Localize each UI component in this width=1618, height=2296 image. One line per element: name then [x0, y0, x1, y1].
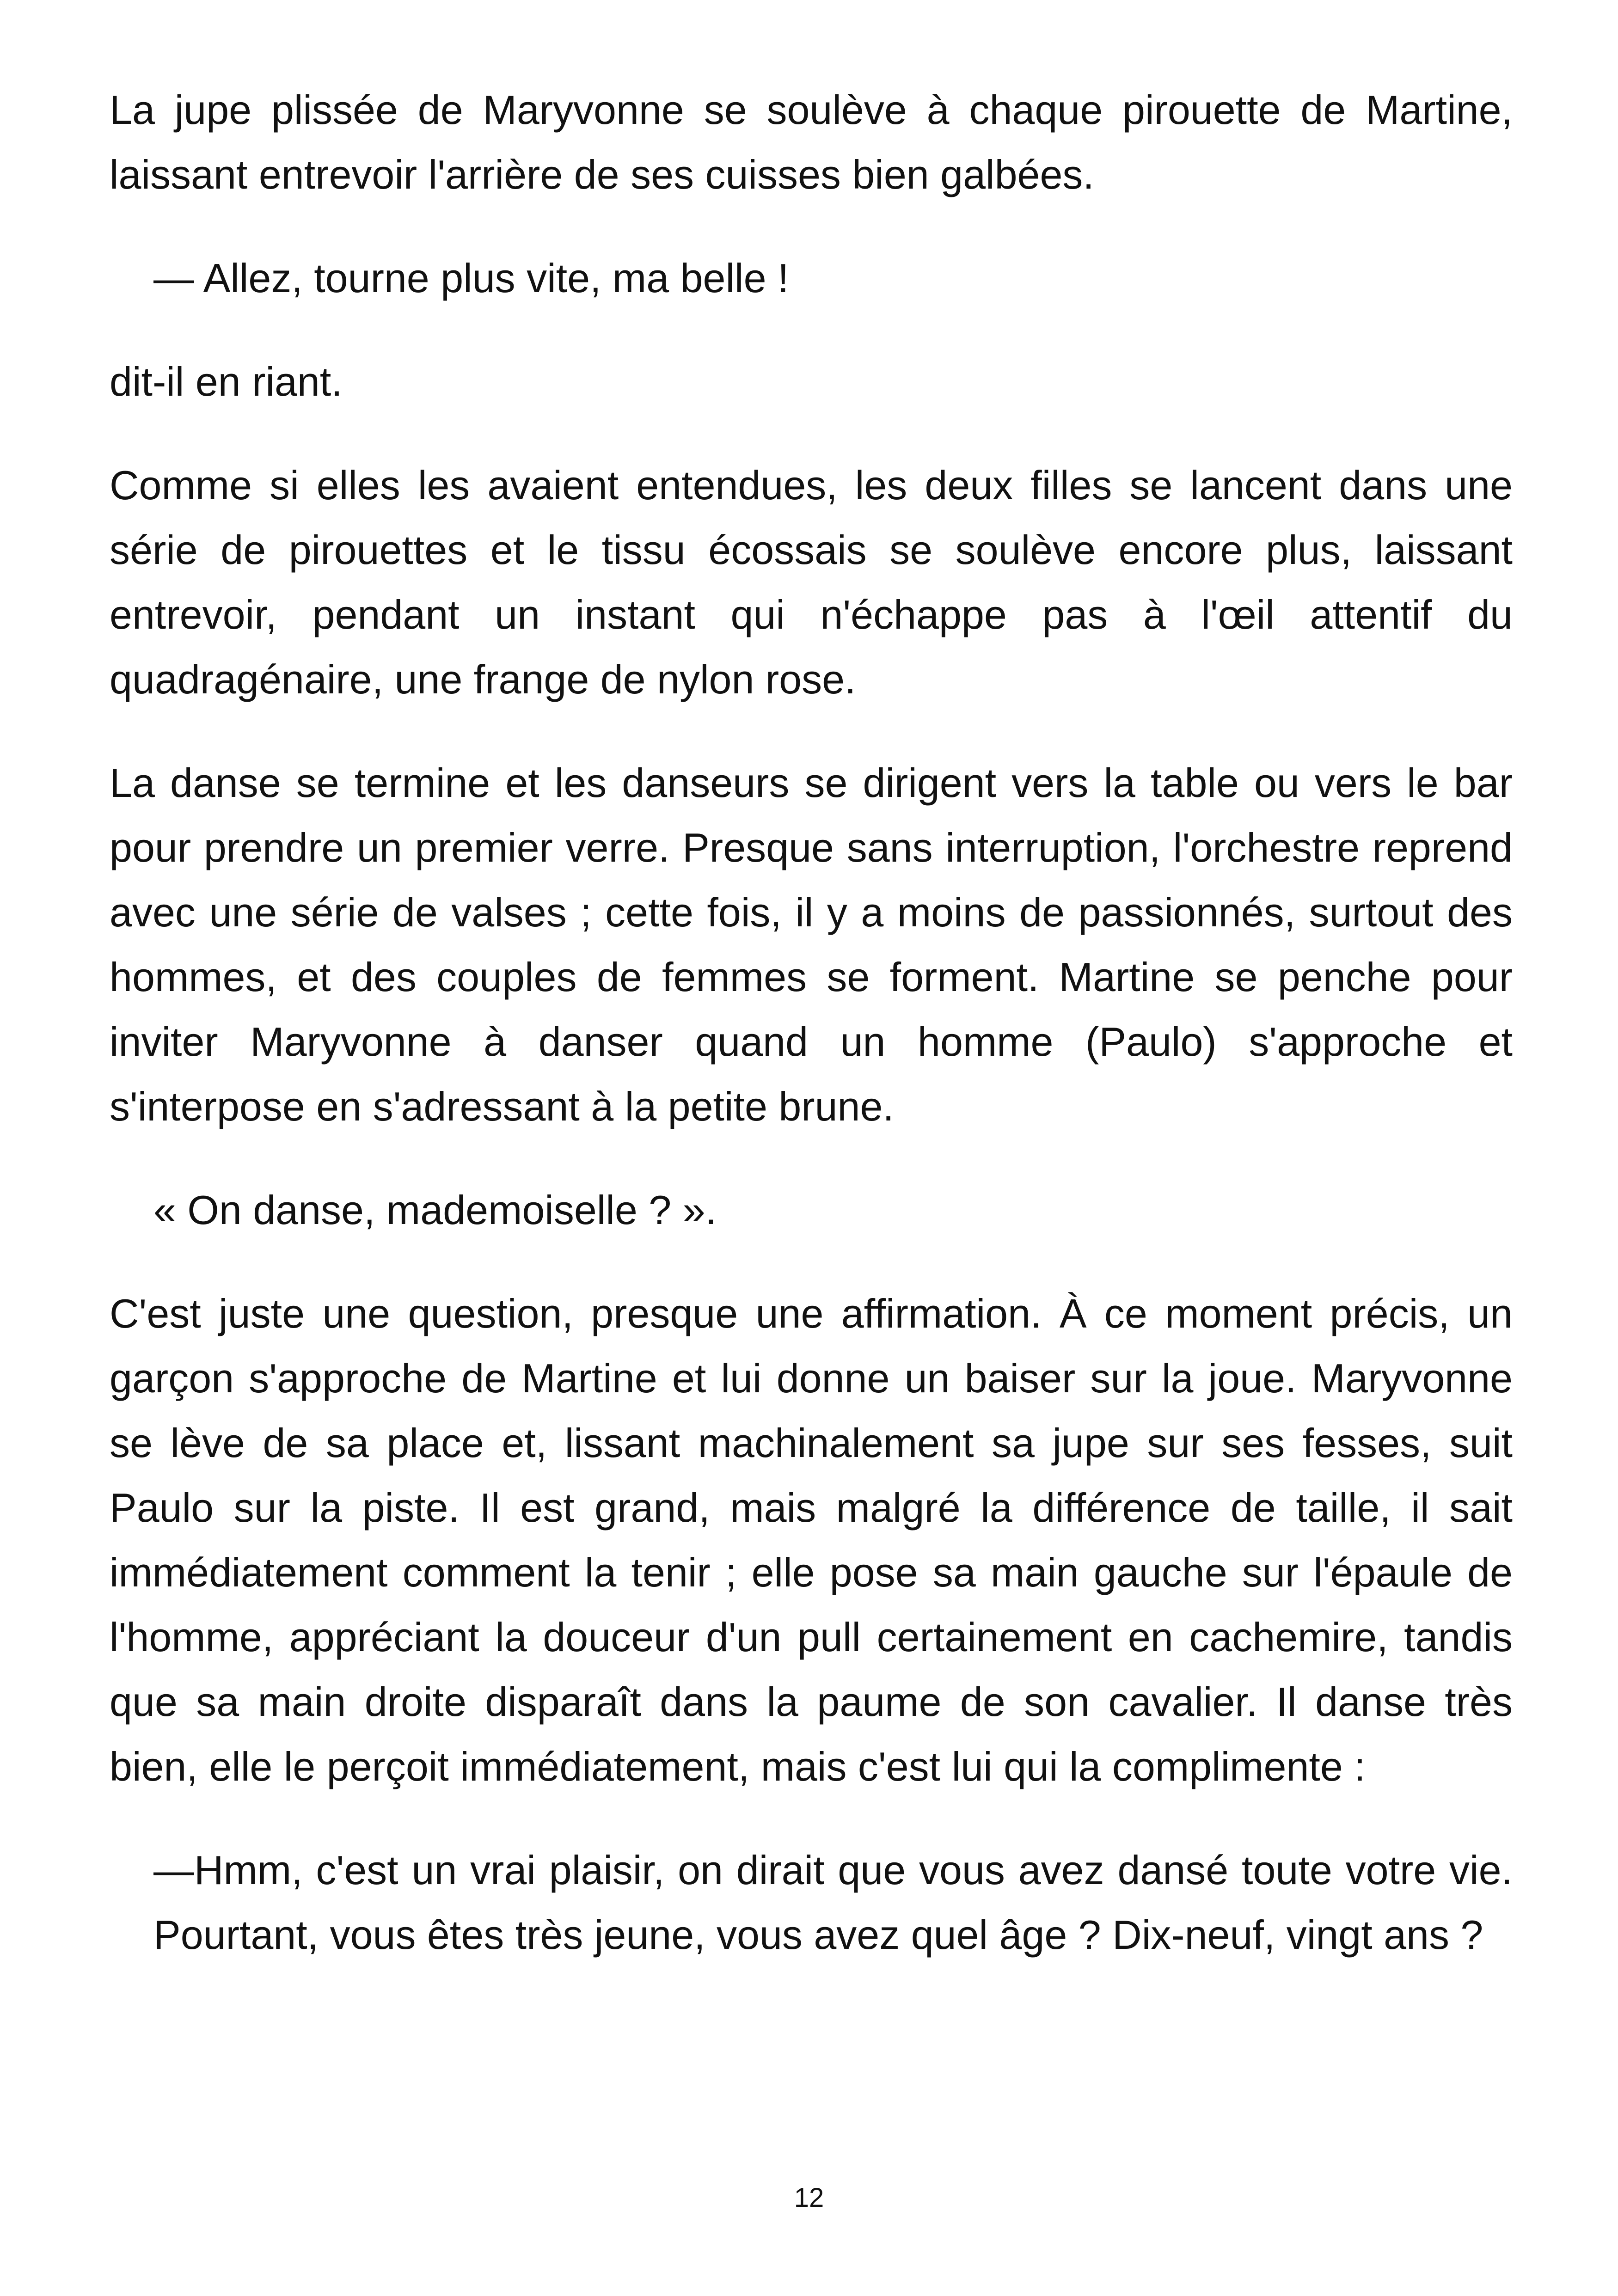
dialogue-line: — Allez, tourne plus vite, ma belle !: [153, 255, 789, 301]
paragraph: C'est juste une question, presque une affirmation. À ce moment précis, un garçon s'approche de Martine et lui donne un baiser sur la joue. Maryvonne se lève de sa place et, lissant machinalement sa jupe sur ses fesses, suit Paulo sur la piste. Il est grand, mais malgré la différence de taille, il sait immédiatement comment la tenir ; elle pose sa main gauche sur l'épaule de l'homme, appréciant la douceur d'un pull certainement en cachemire, tandis que sa main droite disparaît dans la paume de son cavalier. Il danse très bien, elle le perçoit immédiatement, mais c'est lui qui la complimente :: [110, 1291, 1513, 1789]
body-text: [110, 78, 1513, 2006]
dialogue-line: —Hmm, c'est un vrai plaisir, on dirait que vous avez dansé toute votre vie. Pourtant, vous êtes très jeune, vous avez quel âge ? Dix-neuf, vingt ans ?: [153, 1847, 1513, 1958]
dialogue-line: « On danse, mademoiselle ? ».: [153, 1187, 717, 1233]
paragraph: La danse se termine et les danseurs se dirigent vers la table ou vers le bar pour prendre un premier verre. Presque sans interruption, l'orchestre reprend avec une série de valses ; cette fois, il y a moins de passionnés, surtout des hommes, et des couples de femmes se forment. Martine se penche pour inviter Maryvonne à danser quand un homme (Paulo) s'approche et s'interpose en s'adressant à la petite brune.: [110, 760, 1513, 1129]
paragraph: dit-il en riant.: [110, 359, 343, 404]
paragraph: La jupe plissée de Maryvonne se soulève à chaque pirouette de Martine, laissant entrevoir l'arrière de ses cuisses bien galbées.: [110, 87, 1513, 197]
paragraph: Comme si elles les avaient entendues, les deux filles se lancent dans une série de pirouettes et le tissu écossais se soulève encore plus, laissant entrevoir, pendant un instant qui n'échappe pas à l'œil attentif du quadragénaire, une frange de nylon rose.: [110, 462, 1513, 702]
page-number: 12: [794, 2183, 824, 2213]
